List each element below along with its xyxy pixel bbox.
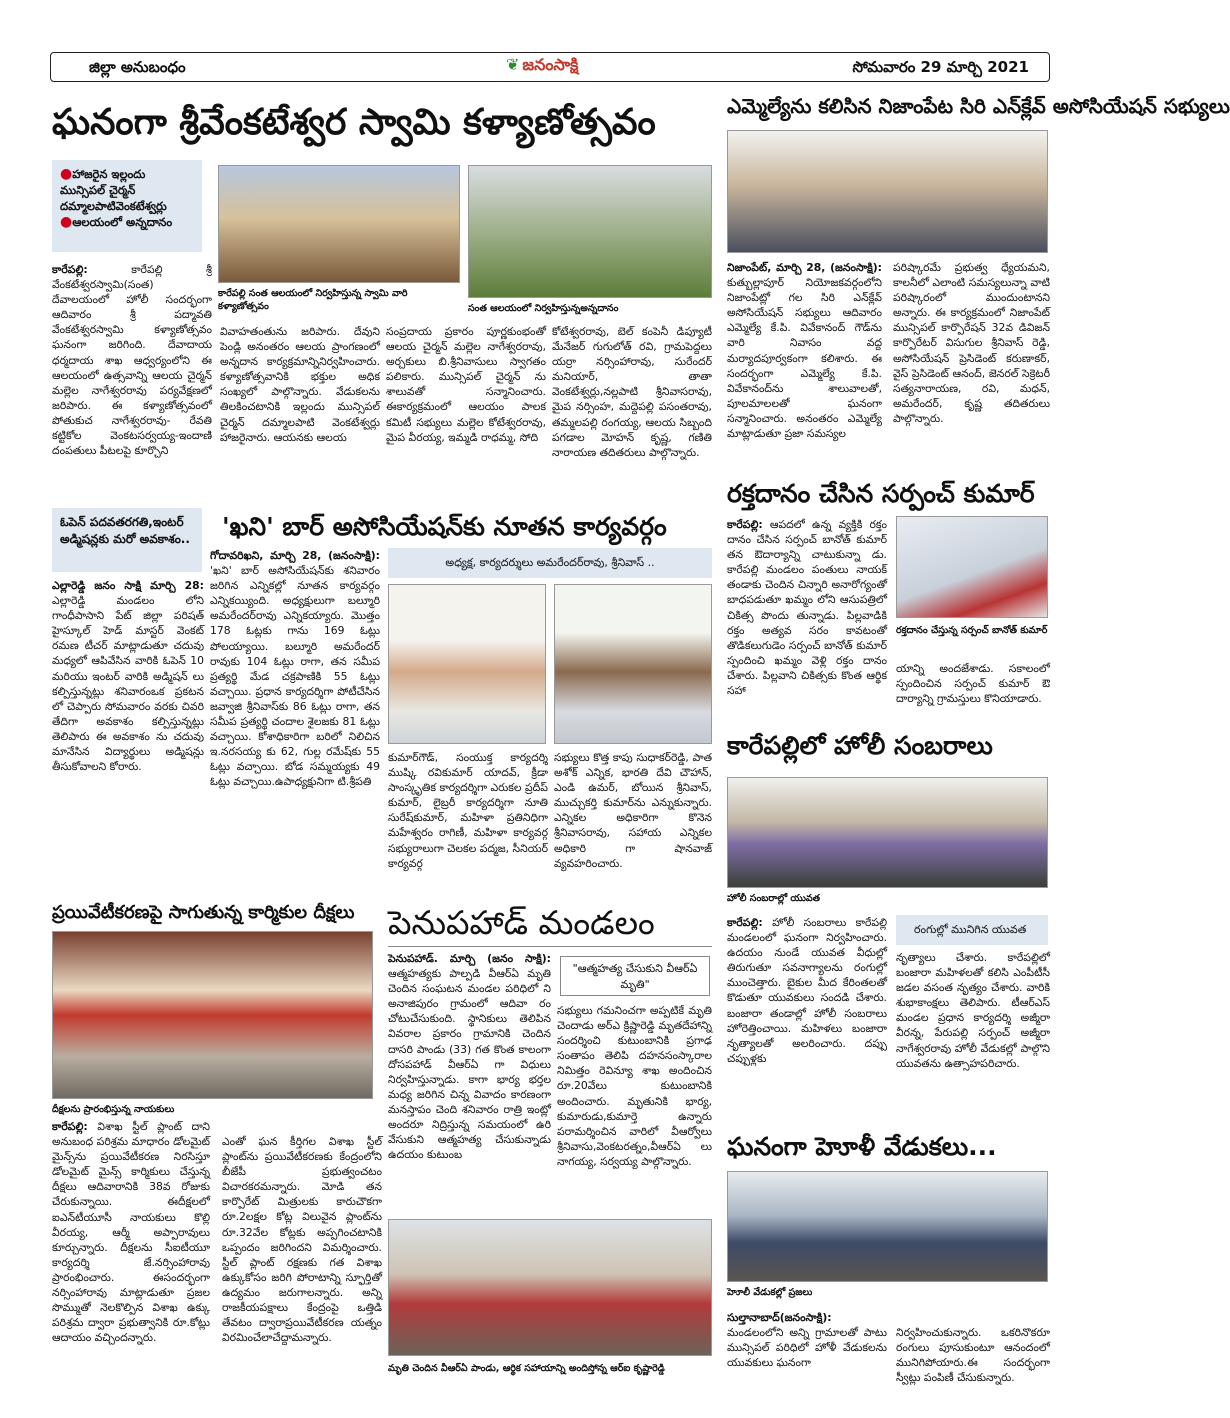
story9-column-1: సుల్తానాబాద్(జనంసాక్షి): మండలంలోని అన్ని గ్రామాలతో పాటు మున్సిపల్ పరిధిలో హోళీ వేడుకలను యువకులు ఘనంగా	[727, 1311, 887, 1370]
story8-pullquote: "ఆత్మహత్య చేసుకుని వీఆర్ఏ మృతి"	[560, 956, 710, 996]
story1-photo2-caption: సంత ఆలయంలో నిర్వహిస్తున్నఅన్నదానం	[468, 303, 619, 314]
page-header	[50, 52, 1050, 82]
story3-photo-blood-donation	[896, 516, 1048, 618]
story5-column-1: గోదావరిఖని, మార్చి 28, (జనంసాక్షి): 'ఖని' బార్ అసోసియేషన్‌కు శనివారం జరిగిన ఎన్నికల్లో నూతన కార్యవర్గం ఎన్నికయ్యింది. అధ్యక్షులుగా బల్మూరి అమరేందర్‌రావు ఎన్నికయ్యారు. మొత్తం 178 ఓట్లకు గాను 169 ఓట్లు పోలయ్యాయి. బల్మూరి అమరేందర్ రావుకు 104 ఓట్లు రాగా, తన సమీప ప్రత్యర్థి మేడ చక్రపాణికి 55 ఓట్లు వచ్చాయి. ప్రధాన కార్యదర్శిగా పోటీచేసిన జవ్వాజి శ్రీనివాస్‌కు 86 ఓట్లు రాగా, తన సమీప ప్రత్యర్థి చందాల శైలజకు 81 ఓట్లు వచ్చాయి. కోశాధికారిగా బరిలో నిలిచిన ఇ.నరసయ్య కు 62, గుల్ల రమేష్‌కు 55 ఓట్లు వచ్చాయి. బోడ సమ్మయ్యకు 49 ఓట్లు వచ్చాయి.ఉపాధ్యక్షునిగా టి.శ్రీపతి	[210, 549, 380, 789]
story3-headline: రక్తదానం చేసిన సర్పంచ్ కుమార్	[727, 479, 1035, 508]
story5-caption-bar: అధ్యక్ష, కార్యదర్శులు అమరేందర్‌రావు, శ్రీనివాస్ ..	[388, 548, 712, 578]
story7-headline: ప్రయివేటీకరణపై సాగుతున్న కార్మికుల దీక్షలు	[52, 902, 355, 923]
story7-photo-protest-camp	[52, 931, 373, 1099]
story9-column-2: నిర్వహించుకున్నారు. ఒకరినొకరూ రంగులు పూసుకుంటూ ఆనందంలో మునిగిపోయారు.ఈ సందర్భంగా స్వీట్లు పంపిణీ చేసుకున్నారు.	[896, 1326, 1050, 1385]
story2-column-1: నిజాంపేట్, మార్చి 28, (జనంసాక్షి): కుత్బుల్లాపూర్ నియోజకవర్గంలోని నిజాంపేట్లో గల సిరి ఎన్‌క్లేవ్ అసోసియేషన్ సభ్యులు ఆదివారం ఎమ్మెల్యే కే.పి. వివేకానంద్ గౌడ్‌ను వారి నివాసం వద్ద మర్యాదపూర్వకంగా కలిశారు. ఈ సందర్భంగా ఎమ్మెల్యే కే.పి. వివేకానంద్‌ను శాలువాలతో, పూలమాలలతో ఘనంగా సన్మానించారు. అనంతరం ఎమ్మెల్యే మాట్లాడుతూ ప్రజా సమస్యల	[727, 261, 882, 441]
story3-photo-caption: రక్తదానం చేస్తున్న సర్పంచ్ బానోత్ కుమార్	[896, 625, 1048, 636]
story9-photo-caption: హెూలీ వేడుకల్లో ప్రజలు	[727, 1287, 813, 1298]
bullet-dot-icon: ●	[60, 214, 73, 230]
story8-photo-aid-handover	[388, 1219, 712, 1356]
story1-photo-kalyanotsavam	[218, 165, 460, 283]
story6-column-1: కారేపల్లి: హోలీ సంబరాలు కారేపల్లి మండలంలో ఘనంగా నిర్వహించారు. ఉదయం నుండే యువత వీధుల్లో తిరుగుతూ సవనాగ్యాలను రంగుల్లో ముంచెత్తారు. బైకుల మీద కేరింతలతో కొడుతూ యువకులు సందడి చేశారు. బంజారా తండాల్లో హోలీ సంబరాలు హోరెత్తించాయి. మహిళలు బంజారా నృత్యాలతో అలరించారు. దప్పు చప్పుళ్లకు	[727, 916, 888, 1065]
story6-headline: కారేపల్లిలో హోలీ సంబరాలు	[727, 731, 993, 760]
story5-column-3: సభ్యులు కొత్త కాపు సుధాకర్‌రెడ్డి, పాత అశోక్ ఎన్నిక, భారతి దేవి చౌహాన్, ఎండి ఉమర్, బోయిన శ్రీనివాస్, ముచ్చుకర్తి కుమార్‌ను ఎన్నుకున్నారు. ఎన్నికల అధికారిగా కొనెన శ్రీనివాసరావు, సహాయ ఎన్నికల అధికారి గా షానవాజ్ వ్యవహరించారు.	[554, 751, 712, 870]
leaf-icon: ❦	[506, 55, 520, 74]
masthead-title: జనంసాక్షి	[522, 55, 579, 74]
story9-headline: ఘనంగా హెూళీ వేడుకలు...	[727, 1132, 997, 1161]
story6-column-2: నృత్యాలు చేశారు. కారేపల్లిలో బంజారా మహిళలతో కలిసి ఎంపీటీసీ జడల వసంత నృత్యం చేశారు. వారికి శుభాకాంక్షలు తెలిపారు. టీఆర్ఎస్ మండల ప్రధాన కార్యదర్శి అజ్మీరా వీరన్న, పేరుపల్లి సర్పంచ్ అజ్మీరా నాగేశ్వరరావు హోలీ వేడుకల్లో పాల్గొని యువతను ఉత్సాహపరిచారు.	[896, 951, 1050, 1070]
story1-bullet-2: ●ఆలయంలో అన్నదానం	[60, 214, 173, 230]
story5-photo-secretary	[554, 584, 712, 744]
masthead-logo	[506, 55, 578, 78]
story5-photo-president	[388, 584, 546, 744]
story1-headline: ఘనంగా శ్రీవేంకటేశ్వర స్వామి కళ్యాణోత్సవం	[52, 102, 656, 143]
story3-column-1: కారేపల్లి: ఆపదలో ఉన్న వ్యక్తికి రక్తం దానం చేసిన సర్పంచ్ బానోత్ కుమార్ తన ఔదార్యాన్ని చాటుకున్నా డు. కారేపల్లి మండలం పంతులు నాయక్ తండాకు చెందిన చిన్నారి అనారోగ్యంతో బాధపడుతూ ఖమ్మం లోని ఆసుపత్రిలో చికిత్స పొందు తున్నాడు. పిల్లవాడికి రక్తం అత్యవ సరం కావటంతో తొడికలుగుడెం సర్పంచ్ బానోత్ కుమార్ స్పందించి ఖమ్మం వెళ్లి రక్తం దానం చేశారు. పిల్లవాని చికిత్సకు కొంత ఆర్థిక సహా	[727, 518, 887, 698]
bullet-dot-icon: ●	[60, 166, 73, 182]
story2-column-2: పరిష్కారమే ప్రభుత్వ ధ్యేయమని, కాలనీలో ఎలాంటి సమస్యలున్నా వాటి పరిష్కారంలో ముందుంటానని అన్నారు. ఈ కార్యక్రమంలో నిజాంపేట్ మున్సిపల్ కార్పొరేషన్ 32వ డివిజన్ కార్పొరేటర్ విసుగుల శ్రీనివాస్ రెడ్డి, అసోసియేషన్ ప్రెసిడెంట్ కరుణాకర్, వైస్ ప్రెసిడెంట్ ఆనంద్, జెనరల్ సెక్రెటరీ సత్యనారాయణ, రవి, మధన్, అమరేందర్, కృష్ణ తదితరులు పాల్గొన్నారు.	[893, 261, 1050, 425]
story8-headline: పెనుపహాడ్ మండలం	[388, 903, 655, 942]
story1-column-4: కోటేశ్వరరావు, బెల్ కంపెనీ డిప్యూటీ మేనేజర్ గుగులోత్ రవి, గ్రామపెద్దలు యర్రా నర్సింహారావు, సురేందర్ మనియార్, తాతా వెంకటేశ్వర్లు,నల్లపాటి శ్రీనివాసరావు, మైప నర్సింహ, మద్దెపల్లి పసంతరావు, తమ్మలపల్లి రంగయ్య, ఆలయ సిబ్బంది పగడాల మోహన్ కృష్ణ, గణితి నారాయణ తదితరులు పాల్గొన్నారు.	[552, 325, 712, 459]
story5-column-2: కుమార్‌గౌడ్, సంయుక్త కార్యదర్శి ముష్కి రవికుమార్ యాదవ్, క్రీడా సాంస్కృతిక కార్యదర్శిగా ఎరుకల ప్రదీప్ కుమార్, లైబ్రరీ కార్యదర్శిగా నూతి సురేష్‌కుమార్, మహిళా ప్రతినిధిగా మహేశ్వరం రాగిణీ, మహిళా కార్యవర్గ సభ్యురాలుగా చెలకల పద్మజ, సీనియర్ కార్యవర్గ	[388, 751, 548, 870]
story4-headline: ఓపెన్ పదవతరగతి,ఇంటర్ అడ్మిషన్లకు మరో అవకాశం..	[52, 508, 202, 572]
story1-column-2: వివాహతంతును జరిపారు. దేవుని పెండ్లి అనంతరం ఆలయ ప్రాంగణంలో అన్నదాన కార్యక్రమాన్నినిర్వహించారు. కళ్యాణోత్సవానికి భక్తుల అధిక సంఖ్యలో పాల్గొన్నారు. వేడుకలను తిలకించటానికి ఇల్లందు మున్సిపల్ చైర్మన్ దమ్మాలపాటి వెంకటేశ్వర్లు హాజరైనారు. ఆయనకు ఆలయ	[220, 325, 380, 444]
section-label: జిల్లా అనుబంధం	[89, 58, 186, 76]
issue-date: సోమవారం 29 మార్చి 2021	[852, 58, 1029, 76]
story1-column-3: సంప్రదాయ ప్రకారం పూర్ణకుంభంతో ఆలయ చైర్మన్ మల్లెల నాగేశ్వరరావు, అర్చకులు బి.శ్రీనివాసులు స్వాగతం పలికారు. మున్సిపల్ చైర్మన్ ను శాలువతో సన్మానించారు. ఈకార్యక్రమంలో ఆలయం పాలక కమిటీ సభ్యులు మల్లెల కోటేశ్వరరావు, మైప వీరయ్య, ఇమ్మడి రాధమ్మ, సోది	[386, 325, 546, 444]
story1-photo1-caption: కారేపల్లి సంత ఆలయంలో నిర్వహిస్తున్న స్వామి వారి కళ్యాణోత్సవం	[218, 288, 408, 312]
story7-column-1: కారేపల్లి: విశాఖ స్టీల్ ప్లాంట్ దాని అనుబంధ పరిశ్రమ మాధారం డోలమైట్ మైన్స్‌ను ప్రయివేటీకరణ నిరసిస్తూ డోలమైట్ మైన్స్ కార్మికులు చేస్తున్న దీక్షలు ఆదివారానికి 38వ రోజుకు చేరుకున్నాయి. ఈదీక్షలలో ఐఎన్‌టీయూసీ నాయకులు కొల్లి వీరయ్య, ఆర్మీ అప్పారావులు కూర్చున్నారు. దీక్షలను సీఐటీయూ కార్యదర్శి జే.నర్సింహారావు ప్రారంభించారు. ఈసందర్భంగా నర్సింహారావు మాట్లాడుతూ ప్రజల సొమ్ముతో నెలకొల్పిన విశాఖ ఉక్కు పరిశ్రమ ద్వారా ప్రభుత్వానికి రూ.కోట్లు ఆదాయం వచ్చిందన్నారు.	[52, 1120, 210, 1345]
story2-photo-mla-meeting	[727, 130, 1048, 253]
story8-divider	[388, 946, 712, 947]
story1-bullet-1: ●హాజరైన ఇల్లందు మున్సిపల్ చైర్మన్ దమ్మాలపాటివెంకటేశ్వర్లు	[60, 166, 167, 213]
story1-column-1: కారేపల్లి: కారేపల్లి శ్రీ వేంకటేశ్వరస్వామి(సంత) దేవాలయంలో హోలీ సందర్భంగా ఆదివారం శ్రీ పద్మావతి వేంకటేశ్వరస్వామి కళ్యాణోత్సవం ఘనంగా జరిగింది. దేవాదాయ ధర్మదాయ శాఖ ఆధ్వర్యంలోని ఈ ఆలయంలో ఉత్సవాన్ని ఆలయ చైర్మన్ మల్లెల నాగేశ్వరరావు పర్యవేక్షణలో జరిపారు. ఈ కళ్యాణోత్సవంలో పోతుకుచ నాగేశ్వరరావు- రేవతి కట్టికోల వెంకటసర్వయ్య-ఇందాణి దంపతులు పీటలపై కూర్చొని	[52, 263, 212, 458]
story8-column-2: సభ్యులు గమనించగా అప్పటికే మృతి చెందాడు అర్ఎ క్రిష్ణారెడ్డి మృతదేహాన్ని సందర్శించి కుటుంబానికి ప్రగాఢ సంతాపం తెలిపి దహనసంస్కారాల నిమిత్తం రెవిన్యూ శాఖ అందించిన రూ.20వేలు కుటుంబానికి అందించారు. మృతునికి భార్య, కుమారుడు,కుమార్తె ఉన్నారు పరామర్శించిన వారిలో వీఆర్వోలు శ్రీనివాసు,వెంకటరత్నం,వీఆర్ఏ లు నాగయ్య, సర్వయ్య పాల్గొన్నారు.	[557, 1004, 712, 1168]
story1-photo-annadanam	[468, 165, 712, 298]
story7-photo-caption: దీక్షలను ప్రారంభిస్తున్న నాయకులు	[52, 1104, 175, 1115]
story6-caption-bar: రంగుల్లో మునిగిన యువత	[896, 915, 1048, 945]
story8-photo-caption: మృతి చెందిన వీఆర్ఏ పాండు, ఆర్థిక సహాయాన్ని అందిస్తోన్న ఆర్ఐ కృష్ణారెడ్డి	[388, 1363, 665, 1374]
story6-photo-holi-youth	[727, 777, 1048, 888]
story5-headline: 'ఖని' బార్ అసోసియేషన్‌కు నూతన కార్యవర్గం	[222, 512, 667, 541]
story4-body: ఎల్లారెడ్డి జనం సాక్షి మార్చి 28: ఎల్లారెడ్డి మండలం లోని గాంధీపాసాని పేట్ జిల్లా పరిషత్ హైస్కూల్ హెడ్ మాస్టర్ వెంకట్ రమణ టీచర్ మాట్లాడుతూ చదువు మధ్యలో ఆపివేసిన వారికి ఓపెన్ 10 మరియు ఇంటర్ వారికి అడ్మిషన్ లు కల్పిస్తున్నట్లు శనివారంఒక ప్రకటన లో చెప్పారు సోమవారం వరకు చివరి తేదిగా అవకాశం కల్పిస్తున్నట్లు తెలిపారు ఈ అవకాశం ను చదువు మానేసిన విద్యార్థులు అడ్మిషన్లు తీసుకోవాలని కోరారు.	[52, 579, 204, 774]
story9-photo-holi-celebration	[727, 1171, 1048, 1282]
story8-column-1: పెనుపహాడ్. మార్చి (జనం సాక్షి): ఆత్మహత్యకు పాల్పడి వీఆర్ఏ మృతి చెందిన సంఘటన మండల పరిధిలో ని అనాజిపురం గ్రామంలో ఆదివా రం చోటుచేసుకుంది. స్థానికులు తెలిపిన వివరాల ప్రకారం గ్రామానికి చెందిన దాసరి పాండు (33) గత కొంత కాలంగా దోసపహాడ్ వీఆర్ఏ గా విధులు నిర్వహిస్తున్నాడు. కాగా భార్య భర్తల మధ్య జరిగిన చిన్న వివాదం కారణంగా మనస్తాపం చెంది శనివారం రాత్రి ఇంట్లో అందరూ నిద్రిస్తున్న సమయంలో ఉరి వేసుకుని ఆత్మహత్య చేసుకున్నాడు ఉదయం కుటుంబ	[388, 952, 551, 1162]
story2-headline: ఎమ్మెల్యేను కలిసిన నిజాంపేట సిరి ఎన్‌క్లేవ్ అసోసియేషన్ సభ్యులు	[727, 94, 1230, 118]
story7-column-2: ఎంతో ఘన కీర్తిగల విశాఖ స్టీల్ ప్లాంట్‌ను ప్రయివేటీకరణకు కేంద్రంలోని బీజేపీ ప్రభుత్వంచటం విచారకరమన్నారు. మోడి తన కార్పొరేట్ మిత్రులకు కారుచౌకగా రూ.2లక్షల కోట్ల విలువైన ప్లాంట్‌ను రూ.32వేల కోట్లకు అప్పగించటానికి ఒప్పందం జరిగిందని విమర్శించారు. స్టీల్ ప్లాంట్ రక్షణకు గత విశాఖ ఉక్కుకోసం జరిగి పోరాటాన్ని స్ఫూర్తితో ఉద్యమం జరుగాలన్నారు. అన్ని రాజకీయపక్షాలు కేంద్రంపై ఒత్తిడి తేవటం ద్వారాప్రయివేటీకరణ యత్నం విరమించేలాచేద్దామన్నారు.	[222, 1135, 382, 1345]
story3-column-2: యాన్ని అందజేశాడు. సకాలంలో స్పందించిన సర్పంచ్ కుమార్ ఔ దార్యాన్ని గ్రామస్తులు కొనియాడారు.	[896, 662, 1050, 706]
story1-highlights	[52, 160, 202, 252]
story6-photo-caption: హోలీ సంబరాల్లో యువత	[727, 893, 821, 904]
